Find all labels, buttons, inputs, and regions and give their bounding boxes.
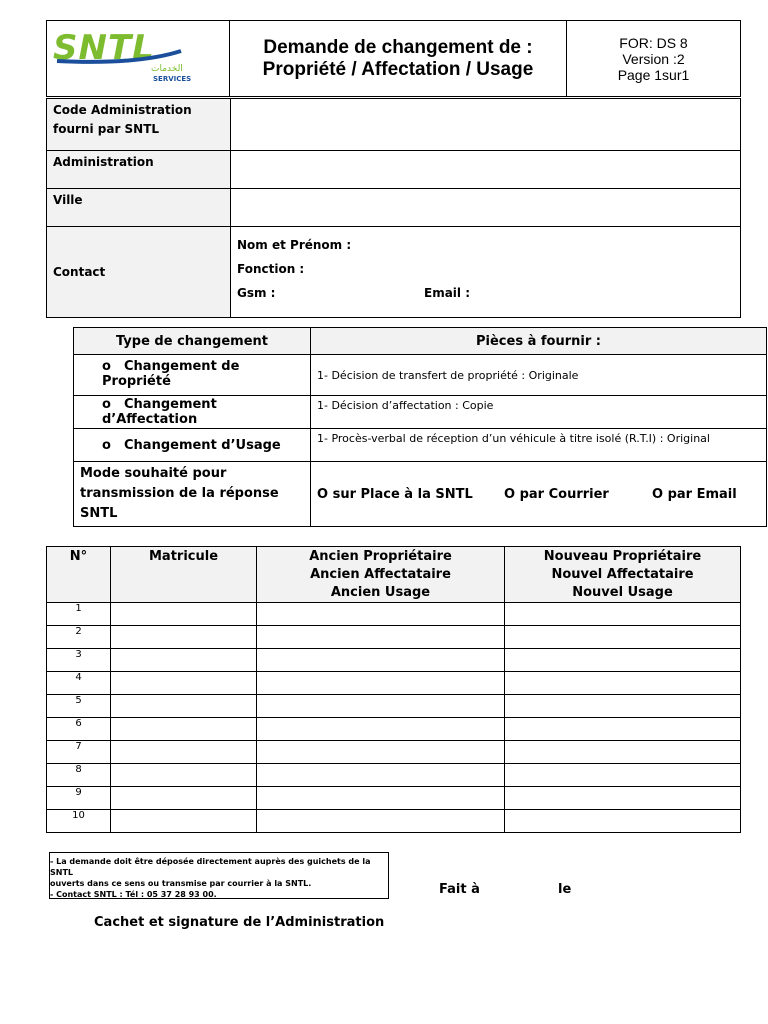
nouveau-cell[interactable] [505, 810, 741, 833]
logo-cell [47, 21, 230, 97]
option-bullet: o [102, 397, 111, 412]
matricule-cell[interactable] [111, 626, 257, 649]
ancien-cell[interactable] [257, 810, 505, 833]
table-row [47, 810, 741, 833]
mode-transmission-options [311, 462, 767, 527]
col-pieces-header: Pièces à fournir : [311, 328, 767, 355]
gsm-label: Gsm : [237, 286, 276, 300]
sntl-logo [47, 21, 229, 91]
ancien-cell[interactable] [257, 603, 505, 626]
table-row [47, 649, 741, 672]
mode-transmission-label: Mode souhaité pour transmission de la réponse SNTL [74, 462, 311, 527]
ancien-cell[interactable] [257, 695, 505, 718]
form-page: Page 1sur1 [617, 66, 690, 83]
form-code: FOR: DS 8 [619, 34, 688, 51]
ancien-cell[interactable] [257, 718, 505, 741]
piece-affectation: 1- Décision d’affectation : Copie [311, 396, 767, 429]
fonction-label: Fonction : [237, 262, 305, 276]
table-row [47, 741, 741, 764]
piece-usage: 1- Procès-verbal de réception d’un véhicule à titre isolé (R.T.I) : Original [311, 429, 767, 462]
row-number: 7 [47, 741, 111, 764]
vehicles-table [46, 546, 741, 833]
form-title [230, 21, 567, 97]
option-usage-label: Changement d’Usage [124, 437, 281, 453]
nouveau-cell[interactable] [505, 672, 741, 695]
row-number: 1 [47, 603, 111, 626]
date-le-label: le [558, 882, 572, 897]
email-label: Email : [424, 286, 471, 300]
ancien-usage: Ancien Usage [330, 585, 431, 600]
ancien-proprietaire: Ancien Propriétaire [309, 549, 452, 564]
ancien-cell[interactable] [257, 649, 505, 672]
matricule-cell[interactable] [111, 741, 257, 764]
code-admin-field[interactable] [231, 99, 741, 151]
col-num-header: N° [47, 547, 111, 603]
table-row [47, 695, 741, 718]
contact-field[interactable] [231, 227, 741, 318]
row-number: 6 [47, 718, 111, 741]
nouveau-cell[interactable] [505, 741, 741, 764]
ancien-affectataire: Ancien Affectataire [310, 567, 451, 582]
nouveau-cell[interactable] [505, 718, 741, 741]
mode-option-courrier[interactable]: O par Courrier [504, 486, 609, 502]
option-affectation[interactable] [74, 396, 311, 429]
ville-field[interactable] [231, 189, 741, 227]
row-number: 2 [47, 626, 111, 649]
option-propriete-label: Changement de Propriété [102, 359, 240, 389]
form-header [46, 20, 741, 97]
note-line-1: - La demande doit être déposée directement auprès des guichets de la SNTL [50, 857, 371, 877]
nouveau-cell[interactable] [505, 649, 741, 672]
matricule-cell[interactable] [111, 787, 257, 810]
form-version: Version :2 [622, 50, 685, 67]
cachet-signature-label: Cachet et signature de l’Administration [94, 915, 385, 930]
code-admin-label: Code Administration fourni par SNTL [47, 99, 231, 151]
title-line-1: Demande de changement de : [263, 36, 533, 58]
col-ancien-header [257, 547, 505, 603]
matricule-cell[interactable] [111, 695, 257, 718]
col-type-header: Type de changement [74, 328, 311, 355]
nouveau-cell[interactable] [505, 764, 741, 787]
mode-option-email[interactable]: O par Email [652, 486, 737, 502]
matricule-cell[interactable] [111, 764, 257, 787]
table-row [47, 626, 741, 649]
ancien-cell[interactable] [257, 787, 505, 810]
matricule-cell[interactable] [111, 603, 257, 626]
note-line-3: - Contact SNTL : Tél : 05 37 28 93 00. [50, 890, 217, 899]
matricule-cell[interactable] [111, 810, 257, 833]
matricule-cell[interactable] [111, 718, 257, 741]
row-number: 3 [47, 649, 111, 672]
nouveau-proprietaire: Nouveau Propriétaire [543, 549, 702, 564]
logo-arabic: الخدمات [151, 64, 183, 74]
nom-prenom-label: Nom et Prénom : [237, 238, 352, 252]
table-row [47, 764, 741, 787]
option-usage[interactable] [74, 429, 311, 462]
table-row [47, 787, 741, 810]
nouveau-cell[interactable] [505, 603, 741, 626]
nouveau-cell[interactable] [505, 626, 741, 649]
table-row [47, 672, 741, 695]
nouvel-affectataire: Nouvel Affectataire [551, 567, 694, 582]
ville-label: Ville [47, 189, 231, 227]
col-matricule-header: Matricule [111, 547, 257, 603]
row-number: 8 [47, 764, 111, 787]
nouveau-cell[interactable] [505, 695, 741, 718]
col-nouveau-header [505, 547, 741, 603]
row-number: 10 [47, 810, 111, 833]
table-row [47, 718, 741, 741]
matricule-cell[interactable] [111, 649, 257, 672]
fait-a-label: Fait à [439, 882, 480, 897]
option-affectation-label: Changement d’Affectation [102, 397, 217, 427]
row-number: 5 [47, 695, 111, 718]
administration-info-table [46, 98, 741, 318]
row-number: 9 [47, 787, 111, 810]
title-line-2: Propriété / Affectation / Usage [262, 58, 534, 80]
nouvel-usage: Nouvel Usage [572, 585, 673, 600]
ancien-cell[interactable] [257, 672, 505, 695]
piece-propriete: 1- Décision de transfert de propriété : Originale [311, 355, 767, 396]
ancien-cell[interactable] [257, 626, 505, 649]
matricule-cell[interactable] [111, 672, 257, 695]
option-bullet: o [102, 437, 111, 453]
change-type-table [73, 327, 767, 527]
note-line-2: ouverts dans ce sens ou transmise par courrier à la SNTL. [50, 879, 312, 888]
table-row [47, 603, 741, 626]
logo-sub: SERVICES [153, 75, 192, 83]
contact-label: Contact [47, 227, 231, 318]
form-meta [567, 21, 741, 97]
logo-text: SNTL [53, 28, 155, 68]
mode-option-sur-place[interactable]: O sur Place à la SNTL [317, 486, 473, 502]
administration-label: Administration [47, 151, 231, 189]
option-bullet: o [102, 359, 111, 374]
ancien-cell[interactable] [257, 764, 505, 787]
option-propriete[interactable] [74, 355, 311, 396]
note-box [49, 852, 389, 899]
row-number: 4 [47, 672, 111, 695]
administration-field[interactable] [231, 151, 741, 189]
nouveau-cell[interactable] [505, 787, 741, 810]
ancien-cell[interactable] [257, 741, 505, 764]
